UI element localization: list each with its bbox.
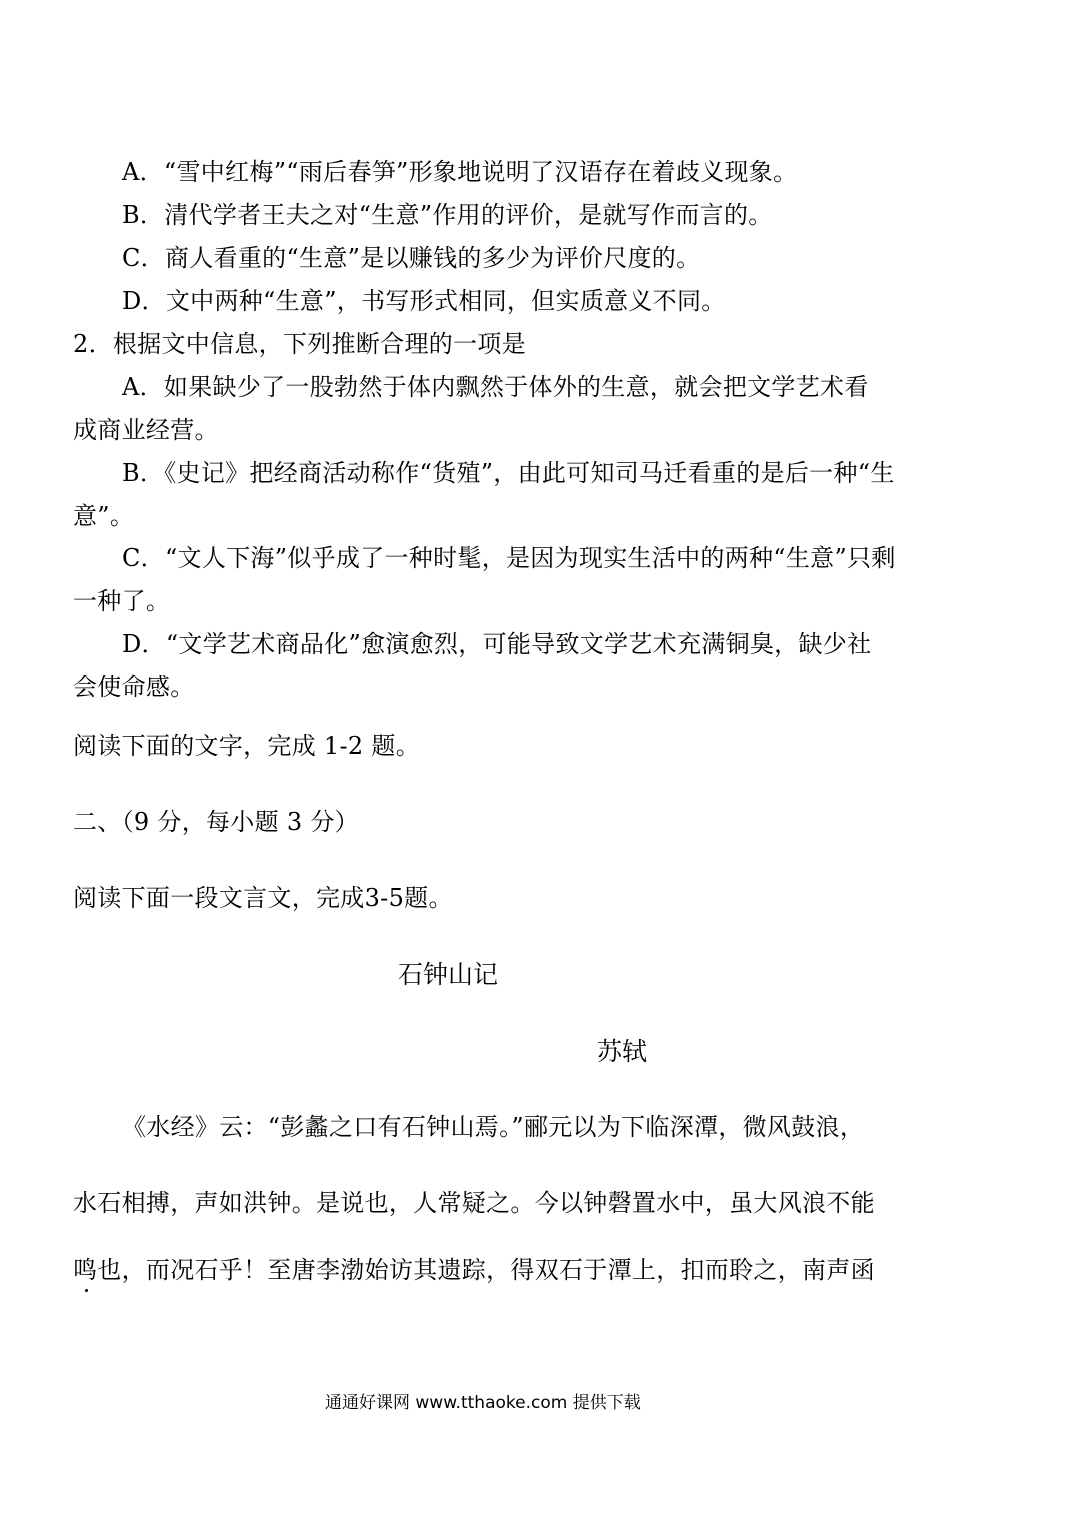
reading-instruction: 阅读下面的文字，完成 1-2 题。 — [73, 732, 421, 760]
option-1c: C．商人看重的“生意”是以赚钱的多少为评价尺度的。 — [122, 244, 701, 272]
option-2d-line1: D．“文学艺术商品化”愈演愈烈，可能导致文学艺术充满铜臭，缺少社 — [122, 630, 872, 658]
essay-author: 苏轼 — [597, 1037, 648, 1066]
option-1a: A．“雪中红梅”“雨后春笋”形象地说明了汉语存在着歧义现象。 — [122, 158, 798, 186]
emphasis-dot — [85, 1289, 88, 1292]
option-1b: B．清代学者王夫之对“生意”作用的评价，是就写作而言的。 — [122, 201, 773, 229]
section-two-heading: 二、（9 分，每小题 3 分） — [73, 808, 359, 836]
option-2b-line2: 意”。 — [73, 502, 135, 530]
option-2a-line2: 成商业经营。 — [73, 416, 219, 444]
question-2-stem: 2．根据文中信息，下列推断合理的一项是 — [73, 330, 526, 358]
option-2c-line1: C．“文人下海”似乎成了一种时髦，是因为现实生活中的两种“生意”只剩 — [122, 544, 896, 572]
option-2a-line1: A．如果缺少了一股勃然于体内飘然于体外的生意，就会把文学艺术看 — [122, 373, 869, 401]
essay-line-2: 水石相搏，声如洪钟。是说也，人常疑之。今以钟磬置水中，虽大风浪不能 — [73, 1189, 875, 1217]
option-1d: D．文中两种“生意”，书写形式相同，但实质意义不同。 — [122, 287, 726, 315]
option-2c-line2: 一种了。 — [73, 587, 171, 615]
essay-line-1: 《水经》云：“彭蠡之口有石钟山焉。”郦元以为下临深潭，微风鼓浪， — [122, 1113, 865, 1141]
essay-title: 石钟山记 — [398, 960, 499, 989]
essay-line-3: 鸣也，而况石乎！至唐李渤始访其遗踪，得双石于潭上，扣而聆之，南声函 — [73, 1256, 875, 1284]
option-2d-line2: 会使命感。 — [73, 673, 195, 701]
page-footer: 通通好课网 www.tthaoke.com 提供下载 — [325, 1393, 641, 1413]
option-2b-line1: B．《史记》把经商活动称作“货殖”，由此可知司马迁看重的是后一种“生 — [122, 459, 895, 487]
classical-text-instruction: 阅读下面一段文言文，完成3-5题。 — [73, 884, 453, 912]
